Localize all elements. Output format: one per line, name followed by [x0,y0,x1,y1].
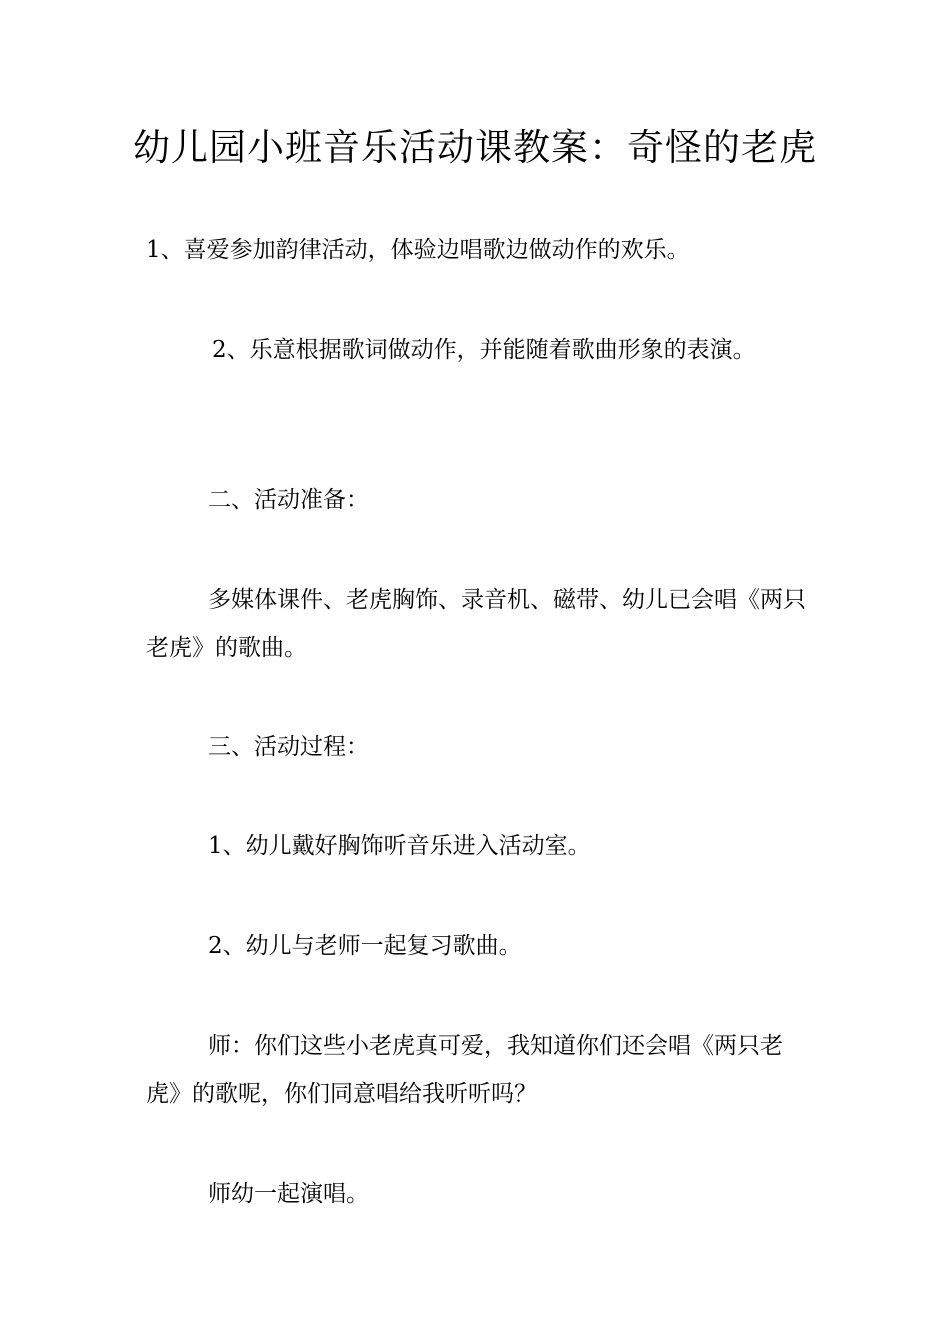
paragraph-sing-together: 师幼一起演唱。 [208,1181,369,1207]
paragraph-teacher-speech: 师：你们这些小老虎真可爱，我知道你们还会唱《两只老虎》的歌呢，你们同意唱给我听听吗？ [146,1033,783,1107]
paragraph-goal-2: 2、乐意根据歌词做动作，并能随着歌曲形象的表演。 [212,337,756,363]
paragraph-step-2: 2、幼儿与老师一起复习歌曲。 [208,933,522,959]
paragraph-materials: 多媒体课件、老虎胸饰、录音机、磁带、幼儿已会唱《两只老虎》的歌曲。 [146,587,806,661]
section-heading-preparation: 二、活动准备： [208,487,369,513]
paragraph-step-1: 1、幼儿戴好胸饰听音乐进入活动室。 [208,833,591,859]
section-heading-process: 三、活动过程： [208,734,369,760]
document-title: 幼儿园小班音乐活动课教案：奇怪的老虎 [133,126,817,169]
paragraph-goal-1: 1、喜爱参加韵律活动，体验边唱歌边做动作的欢乐。 [146,237,690,263]
